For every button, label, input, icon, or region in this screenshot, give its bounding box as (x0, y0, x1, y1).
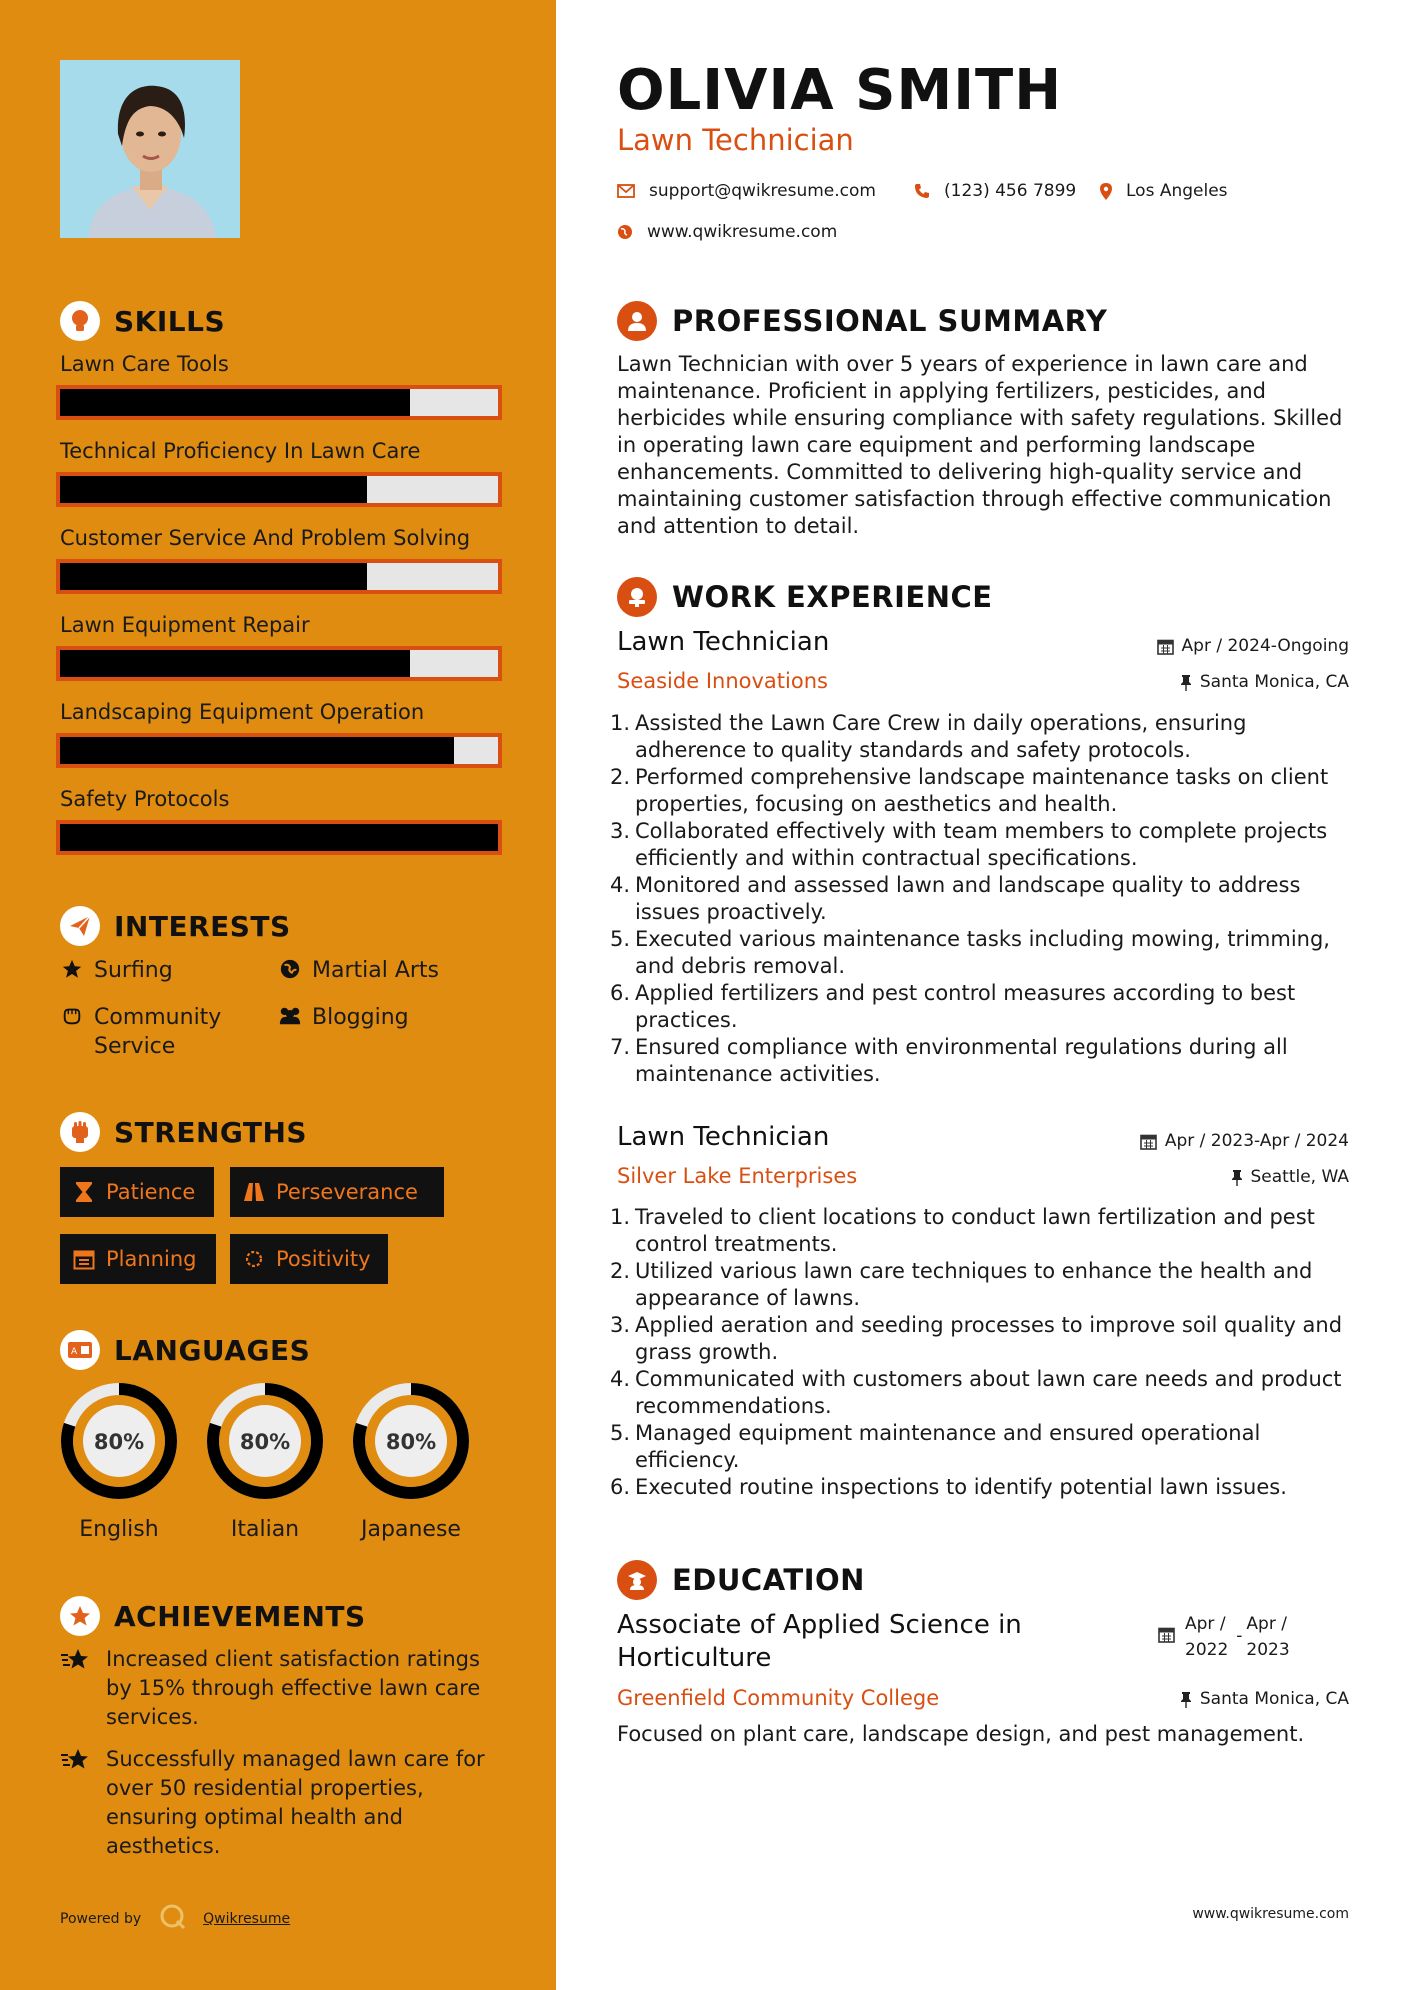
achievements-title: ACHIEVEMENTS (114, 1599, 366, 1633)
skill-label: Technical Proficiency In Lawn Care (60, 439, 421, 463)
language-percent: 80% (93, 1430, 145, 1454)
duty-item: 5. Executed various maintenance tasks including mowing, trimming, and debris removal. (610, 927, 1330, 978)
strengths-title: STRENGTHS (114, 1115, 308, 1149)
road-icon (242, 1180, 266, 1204)
job-location-text: Seattle, WA (1250, 1167, 1349, 1187)
job-dates-text: Apr / 2023-Apr / 2024 (1164, 1131, 1349, 1151)
achievements-heading (60, 1596, 366, 1636)
skill-bar-fill (60, 563, 367, 590)
duty-item: 2. Performed comprehensive landscape maintenance tasks on client properties, focusing on aesthetics and health. (610, 765, 1329, 816)
pushpin-icon (1180, 1691, 1192, 1708)
summary-heading (617, 301, 1107, 341)
star-icon (60, 956, 84, 982)
skill-bar-fill (60, 650, 410, 677)
interest-item (278, 956, 439, 985)
email-text[interactable]: support@qwikresume.com (649, 181, 876, 201)
strength-chip (230, 1167, 444, 1217)
skill-label: Safety Protocols (60, 787, 230, 811)
skill-label: Lawn Equipment Repair (60, 613, 310, 637)
sidebar (0, 0, 556, 1990)
job-company: Silver Lake Enterprises (617, 1164, 858, 1188)
languages-heading (60, 1330, 310, 1370)
duty-item: 2. Utilized various lawn care techniques to enhance the health and appearance of lawns. (610, 1259, 1313, 1310)
skill-label: Landscaping Equipment Operation (60, 700, 425, 724)
profile-photo (60, 60, 240, 238)
interest-item (60, 1003, 250, 1061)
interest-label: Surfing (94, 958, 173, 983)
interest-label: Community Service (94, 1005, 222, 1059)
language-percent: 80% (385, 1430, 437, 1454)
language-ring (59, 1381, 179, 1501)
skill-bar (56, 733, 502, 768)
skill-bar (56, 559, 502, 594)
skill-label: Lawn Care Tools (60, 352, 229, 376)
education-end: Apr / 2023 (1246, 1614, 1290, 1660)
language-name: Japanese (361, 1517, 461, 1542)
job-dates (1157, 636, 1349, 656)
calendar-icon (1157, 638, 1174, 655)
skill-bar (56, 820, 502, 855)
education-heading (617, 1560, 865, 1600)
strengths-heading (60, 1112, 307, 1152)
duty-item: 6. Applied fertilizers and pest control measures according to best practices. (610, 981, 1296, 1032)
skill-label: Customer Service And Problem Solving (60, 526, 471, 550)
duty-item: 1. Assisted the Lawn Care Crew in daily operations, ensuring adherence to quality standards and safety protocols. (610, 711, 1247, 762)
sun-icon (242, 1247, 266, 1271)
map-pin-icon (1100, 183, 1112, 200)
interest-item (60, 956, 173, 985)
strength-chip (60, 1167, 214, 1217)
education-date-dash: - (1236, 1626, 1243, 1646)
achievement-item (60, 1745, 490, 1861)
qwikresume-link[interactable]: Qwikresume (203, 1911, 291, 1927)
summary-text: Lawn Technician with over 5 years of experience in lawn care and maintenance. Proficient in applying fertilizers, pesticides, and herbicides while ensuring compliance with safety regulations. Skilled in operating lawn care equipment and performing landscape enhancements. Committed to delivering high-quality service and maintaining customer satisfaction through effective communication and attention to detail. (617, 352, 1343, 538)
calendar-icon (1140, 1133, 1157, 1150)
svg-text:A: A (71, 1347, 78, 1357)
interests-heading (60, 906, 291, 946)
pushpin-icon (1231, 1169, 1243, 1186)
job-role: Lawn Technician (617, 627, 830, 657)
summary-title: PROFESSIONAL SUMMARY (672, 304, 1108, 338)
interest-label: Blogging (312, 1005, 409, 1030)
powered-by-text: Powered by (60, 1911, 142, 1927)
contact-location (1100, 181, 1228, 201)
contact-email (617, 181, 876, 201)
language-ring (205, 1381, 325, 1501)
duty-item: 7. Ensured compliance with environmental regulations during all maintenance activities. (610, 1035, 1288, 1086)
education-location-text: Santa Monica, CA (1199, 1689, 1349, 1709)
job-location (1180, 672, 1349, 692)
job-duties (610, 1204, 1350, 1501)
language-name: English (79, 1517, 159, 1542)
strength-label: Planning (106, 1247, 197, 1271)
language-ring (351, 1381, 471, 1501)
duty-item: 3. Applied aeration and seeding processes to improve soil quality and grass growth. (610, 1313, 1343, 1364)
duty-item: 3. Collaborated effectively with team members to complete projects efficiently and within contractual specifications. (610, 819, 1328, 870)
interest-item (278, 1003, 409, 1032)
candidate-title: Lawn Technician (617, 123, 854, 157)
graduation-cap-icon (617, 1560, 657, 1600)
fist-icon (60, 1112, 100, 1152)
skill-bar-fill (60, 476, 367, 503)
skill-bar (56, 646, 502, 681)
job-location (1231, 1167, 1350, 1187)
language-name: Italian (230, 1517, 300, 1542)
medal-icon (60, 1596, 100, 1636)
job-dates-text: Apr / 2024-Ongoing (1181, 636, 1349, 656)
globe-icon (617, 224, 633, 240)
skill-bar (56, 472, 502, 507)
job-dates (1140, 1131, 1349, 1151)
hourglass-icon (72, 1180, 96, 1204)
users-icon (278, 1003, 302, 1029)
phone-icon (914, 183, 930, 199)
education-description: Focused on plant care, landscape design, and pest management. (617, 1722, 1305, 1746)
achievement-text: Increased client satisfaction ratings by 15% through effective lawn care services. (106, 1647, 481, 1729)
languages-title: LANGUAGES (114, 1333, 311, 1367)
education-location (1180, 1689, 1349, 1709)
achievement-item (60, 1645, 490, 1732)
interest-label: Martial Arts (312, 958, 440, 983)
education-title: EDUCATION (672, 1563, 865, 1597)
qwikresume-logo-icon (159, 1903, 187, 1935)
phone-text: (123) 456 7899 (944, 181, 1077, 201)
paper-plane-icon (60, 906, 100, 946)
duty-item: 5. Managed equipment maintenance and ensured operational efficiency. (610, 1421, 1261, 1472)
strength-chip (230, 1234, 388, 1284)
job-role: Lawn Technician (617, 1122, 830, 1152)
skill-bar (56, 385, 502, 420)
calendar-icon (72, 1247, 96, 1271)
duty-item: 4. Communicated with customers about lawn care needs and product recommendations. (610, 1367, 1342, 1418)
skills-heading (60, 301, 225, 341)
education-start: Apr / 2022 (1185, 1614, 1229, 1660)
candidate-name: OLIVIA SMITH (617, 58, 1063, 123)
hand-icon (60, 1003, 84, 1029)
skill-bar-fill (60, 824, 498, 851)
lightbulb-icon (60, 301, 100, 341)
strength-label: Patience (106, 1180, 196, 1204)
experience-title: WORK EXPERIENCE (672, 580, 993, 614)
globe-icon (278, 956, 302, 982)
skill-bar-fill (60, 737, 454, 764)
language-percent: 80% (239, 1430, 291, 1454)
job-duties (610, 710, 1350, 1088)
skills-title: SKILLS (114, 304, 226, 338)
website-text[interactable]: www.qwikresume.com (647, 222, 838, 242)
duty-item: 6. Executed routine inspections to identify potential lawn issues. (610, 1475, 1287, 1499)
footer-url[interactable]: www.qwikresume.com (1192, 1906, 1349, 1922)
location-text: Los Angeles (1126, 181, 1228, 201)
envelope-icon (617, 184, 635, 198)
experience-heading (617, 577, 993, 617)
briefcase-icon (617, 577, 657, 617)
duty-item: 4. Monitored and assessed lawn and landscape quality to address issues proactively. (610, 873, 1301, 924)
language-icon (60, 1330, 100, 1370)
powered-by (60, 1903, 290, 1935)
calendar-icon (1158, 1625, 1175, 1651)
job-location-text: Santa Monica, CA (1199, 672, 1349, 692)
star-burst-icon (60, 1645, 94, 1732)
user-icon (617, 301, 657, 341)
contact-phone (914, 181, 1076, 201)
contact-website (617, 222, 837, 242)
strength-label: Positivity (276, 1247, 371, 1271)
education-school: Greenfield Community College (617, 1686, 940, 1710)
achievement-text: Successfully managed lawn care for over 50 residential properties, ensuring optimal health and aesthetics. (106, 1747, 485, 1858)
job-company: Seaside Innovations (617, 669, 828, 693)
duty-item: 1. Traveled to client locations to conduct lawn fertilization and pest control treatments. (610, 1205, 1315, 1256)
skill-bar-fill (60, 389, 410, 416)
education-dates (1158, 1611, 1290, 1663)
strength-chip (60, 1234, 216, 1284)
education-degree: Associate of Applied Science in Horticulture (617, 1610, 1022, 1673)
pushpin-icon (1180, 674, 1192, 691)
strength-label: Perseverance (276, 1180, 418, 1204)
star-burst-icon (60, 1745, 94, 1861)
interests-title: INTERESTS (114, 909, 291, 943)
